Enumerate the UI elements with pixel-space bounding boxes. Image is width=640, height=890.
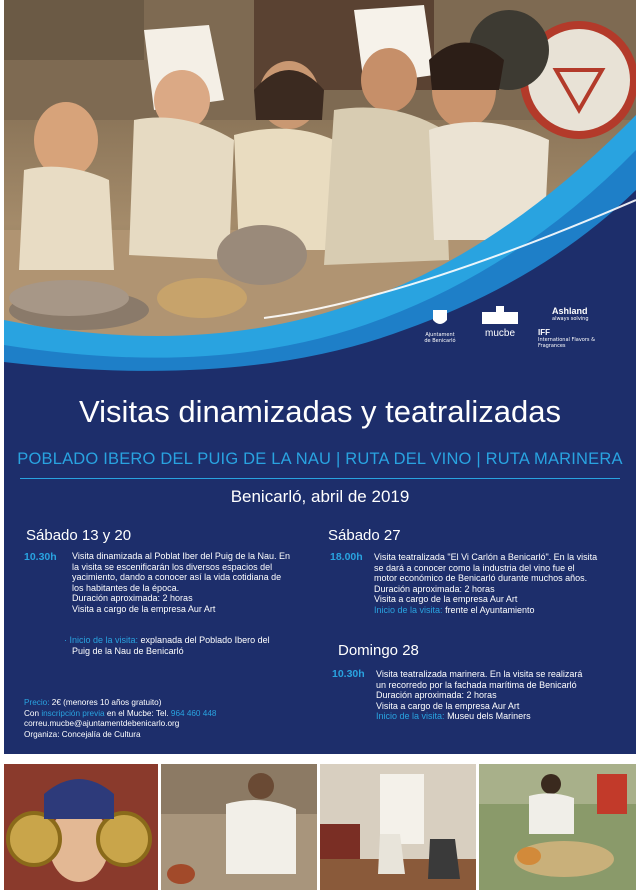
logo-iff-tagline: International Flavors & Fragrances bbox=[538, 337, 595, 349]
left-line: Visita dinamizada al Poblat Iber del Puig de la Nau. En bbox=[72, 551, 290, 561]
reg-phone[interactable]: 964 460 448 bbox=[170, 708, 217, 718]
reg-prefix: Con bbox=[24, 708, 40, 718]
left-company: Visita a cargo de la empresa Aur Art bbox=[72, 603, 216, 614]
right1-description bbox=[374, 552, 636, 616]
right2-start-label: Inicio de la visita: bbox=[376, 711, 445, 722]
left-start-label: · Inicio de la visita: bbox=[64, 635, 139, 645]
left-start-text: explanada del Poblado Ibero del bbox=[140, 635, 270, 645]
logo-iff-text: IFF bbox=[538, 328, 550, 337]
left-line: los habitantes de la época. bbox=[72, 582, 180, 593]
right1-company: Visita a cargo de la empresa Aur Art bbox=[374, 594, 518, 605]
photo-potter bbox=[161, 764, 317, 890]
photo-4-illustration bbox=[479, 764, 636, 890]
photo-food-preparation bbox=[479, 764, 636, 890]
mucbe-logo bbox=[474, 306, 526, 339]
left-line: la visita se escenificarán los diversos espacios del bbox=[72, 561, 273, 572]
photo-2-illustration bbox=[161, 764, 317, 890]
right2-time: 10.30h bbox=[332, 668, 365, 680]
right1-line: se dará a conocer como la industria del vino fue el bbox=[374, 562, 575, 573]
price-text: 2€ (menores 10 años gratuito) bbox=[51, 698, 162, 707]
museum-building-icon bbox=[480, 306, 520, 324]
right1-duration: Duración aproximada: 2 horas bbox=[374, 583, 495, 594]
price-label: Precio: bbox=[24, 698, 50, 707]
logo-benicarlo-line1: Ajuntament bbox=[425, 332, 455, 338]
right1-line: Visita teatralizada "El Vi Carlón a Benicarló". En la visita bbox=[374, 552, 598, 562]
right2-duration: Duración aproximada: 2 horas bbox=[376, 690, 497, 701]
routes-subtitle: POBLADO IBERO DEL PUIG DE LA NAU | RUTA DEL VINO | RUTA MARINERA bbox=[17, 450, 623, 468]
left-description bbox=[72, 551, 324, 615]
logo-ashland-text: Ashland bbox=[552, 306, 588, 316]
left-duration: Duración aproximada: 2 horas bbox=[72, 593, 193, 604]
right2-line: Visita teatralizada marinera. En la visita se realizará bbox=[376, 669, 583, 679]
logo-ashland-tagline: always solving bbox=[552, 316, 589, 322]
ashland-iff-logos bbox=[538, 306, 608, 349]
right2-start-text: Museu dels Mariners bbox=[447, 711, 531, 722]
left-line: yacimiento, dando a conocer así la vida cotidiana de bbox=[72, 572, 282, 583]
left-start-text2: Puig de la Nau de Benicarló bbox=[72, 645, 184, 656]
photo-interior-scene bbox=[320, 764, 476, 890]
divider bbox=[20, 478, 620, 479]
reg-mid: en el Mucbe: Tel. bbox=[106, 708, 169, 718]
poster-title: Visitas dinamizadas y teatralizadas bbox=[79, 394, 561, 429]
photo-dama-iberica bbox=[4, 764, 158, 890]
right1-day-heading: Sábado 27 bbox=[328, 527, 401, 544]
photo-3-illustration bbox=[320, 764, 476, 890]
logo-mucbe-text: mucbe bbox=[484, 328, 515, 339]
right1-line: motor económico de Benicarló durante muchos años. bbox=[374, 573, 588, 584]
left-time: 10.30h bbox=[24, 551, 57, 563]
left-start bbox=[64, 635, 326, 656]
booking-info bbox=[24, 698, 216, 740]
photo-1-illustration bbox=[4, 764, 158, 890]
right1-start-text: frente el Ayuntamiento bbox=[445, 604, 535, 615]
right2-day-heading: Domingo 28 bbox=[338, 642, 419, 659]
organizer: Organiza: Concejalía de Cultura bbox=[24, 729, 141, 739]
right2-company: Visita a cargo de la empresa Aur Art bbox=[376, 700, 520, 711]
date-line: Benicarló, abril de 2019 bbox=[230, 487, 410, 506]
right2-description bbox=[376, 669, 636, 722]
logo-benicarlo-line2: de Benicarló bbox=[424, 338, 456, 344]
ajuntament-benicarlo-logo bbox=[420, 308, 460, 344]
reg-highlight: inscripción previa bbox=[41, 708, 105, 718]
right1-start-label: Inicio de la visita: bbox=[374, 604, 443, 615]
left-day-heading: Sábado 13 y 20 bbox=[26, 527, 132, 544]
coat-of-arms-icon bbox=[431, 308, 449, 328]
right2-line: un recorredo por la fachada marítima de Benicarló bbox=[376, 679, 577, 690]
right1-time: 18.00h bbox=[330, 551, 363, 563]
contact-email[interactable]: correu.mucbe@ajuntamentdebenicarlo.org bbox=[24, 719, 180, 728]
